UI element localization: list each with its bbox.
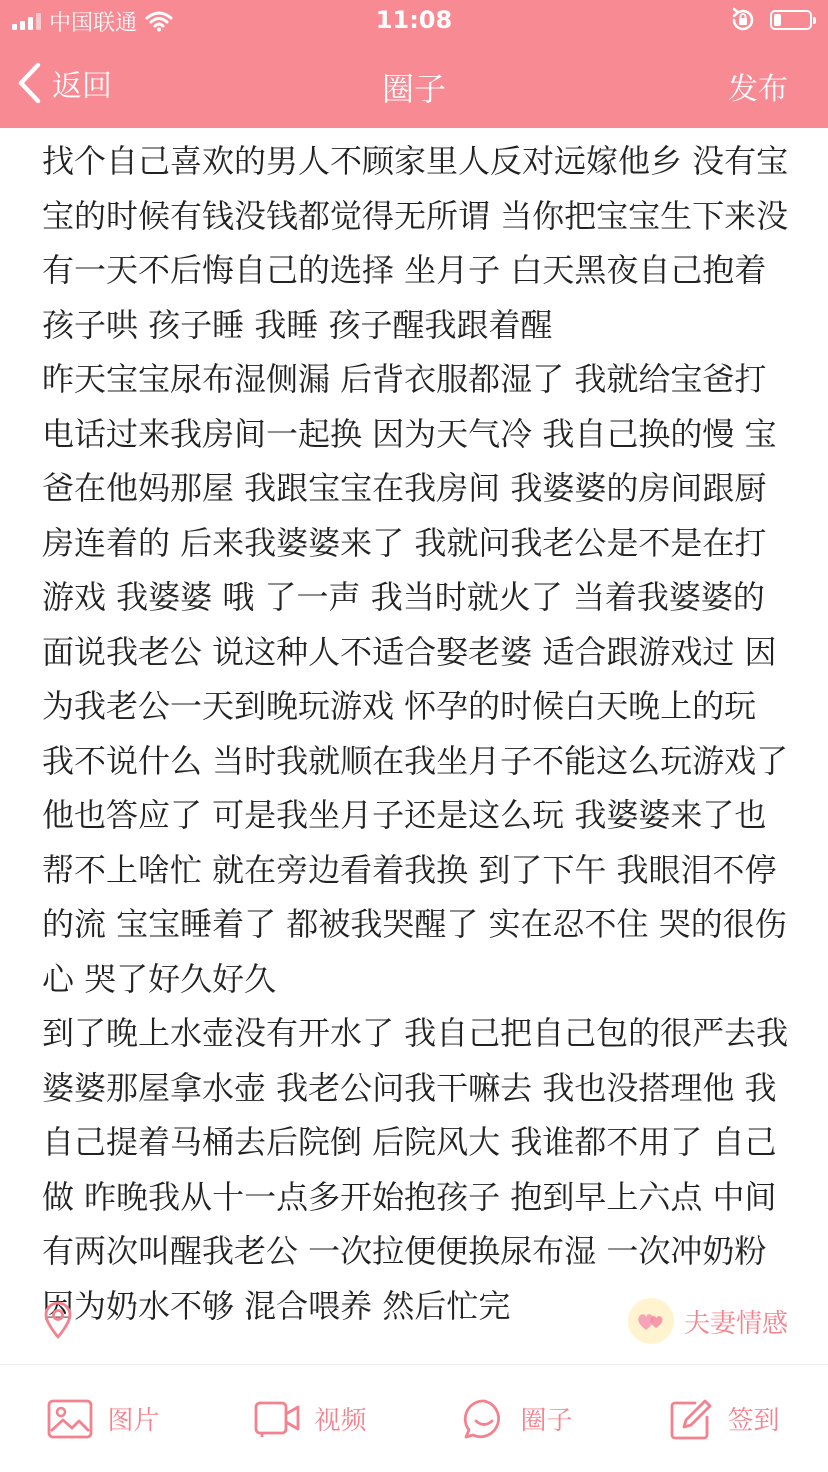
circle-button[interactable] xyxy=(414,1365,621,1472)
location-pin-icon[interactable] xyxy=(42,1300,74,1340)
chevron-left-icon xyxy=(16,62,42,104)
image-label: 图片 xyxy=(107,1406,160,1436)
back-label: 返回 xyxy=(52,69,112,104)
battery-icon xyxy=(770,10,812,30)
status-bar xyxy=(0,0,828,42)
image-button[interactable] xyxy=(0,1365,207,1472)
edit-icon xyxy=(669,1397,713,1441)
nav-bar xyxy=(0,42,828,128)
video-button[interactable] xyxy=(207,1365,414,1472)
page-title: 圈子 xyxy=(381,70,446,108)
video-label: 视频 xyxy=(314,1406,367,1436)
battery-fill xyxy=(774,14,781,26)
checkin-label: 签到 xyxy=(727,1406,780,1436)
bottom-toolbar xyxy=(0,1365,828,1472)
carrier-label: 中国联通 xyxy=(49,10,138,36)
image-icon xyxy=(47,1399,93,1439)
checkin-button[interactable] xyxy=(621,1365,828,1472)
chat-bubble-icon xyxy=(462,1397,506,1441)
publish-button[interactable]: 发布 xyxy=(728,72,788,107)
back-button[interactable] xyxy=(16,60,112,106)
circle-label: 圈子 xyxy=(520,1406,573,1436)
video-icon xyxy=(254,1399,300,1439)
clock: 11:08 xyxy=(375,6,453,34)
couple-hearts-icon xyxy=(628,1298,674,1344)
post-meta-row xyxy=(0,1292,828,1354)
orientation-lock-icon xyxy=(730,7,756,33)
status-right xyxy=(730,7,812,33)
post-text[interactable]: 找个自己喜欢的男人不顾家里人反对远嫁他乡 没有宝宝的时候有钱没钱都觉得无所谓 当你把宝宝生下来没有一天不后悔自己的选择 坐月子 白天黑夜自己抱着孩子哄 孩子睡 我睡 孩子醒我跟着醒 昨天宝宝尿布湿侧漏 后背衣服都湿了 我就给宝爸打电话过来我房间一起换 因为天气冷 我自己换的慢 宝爸在他妈那屋 我跟宝宝在我房间 我婆婆的房间跟厨房连着的 后来我婆婆来了 我就问我老公是不是在打游戏 我婆婆 哦 了一声 我当时就火了 当着我婆婆的面说我老公 说这种人不适合娶老婆 适合跟游戏过 因为我老公一天到晚玩游戏 怀孕的时候白天晚上的玩 我不说什么 当时我就顺在我坐月子不能这么玩游戏了 他也答应了 可是我坐月子还是这么玩 我婆婆来了也帮不上啥忙 就在旁边看着我换 到了下午 我眼泪不停的流 宝宝睡着了 都被我哭醒了 实在忍不住 哭的很伤心 哭了好久好久 到了晚上水壶没有开水了 我自己把自己包的很严去我婆婆那屋拿水壶 我老公问我干嘛去 我也没搭理他 我自己提着马桶去后院倒 后院风大 我谁都不用了 自己做 昨晚我从十一点多开始抱孩子 抱到早上六点 中间有两次叫醒我老公 一次拉便便换尿布湿 一次冲奶粉 因为奶水不够 混合喂养 然后忙完 xyxy=(42,142,789,1325)
topic-tag[interactable] xyxy=(628,1298,788,1344)
topic-tag-label: 夫妻情感 xyxy=(683,1308,788,1339)
